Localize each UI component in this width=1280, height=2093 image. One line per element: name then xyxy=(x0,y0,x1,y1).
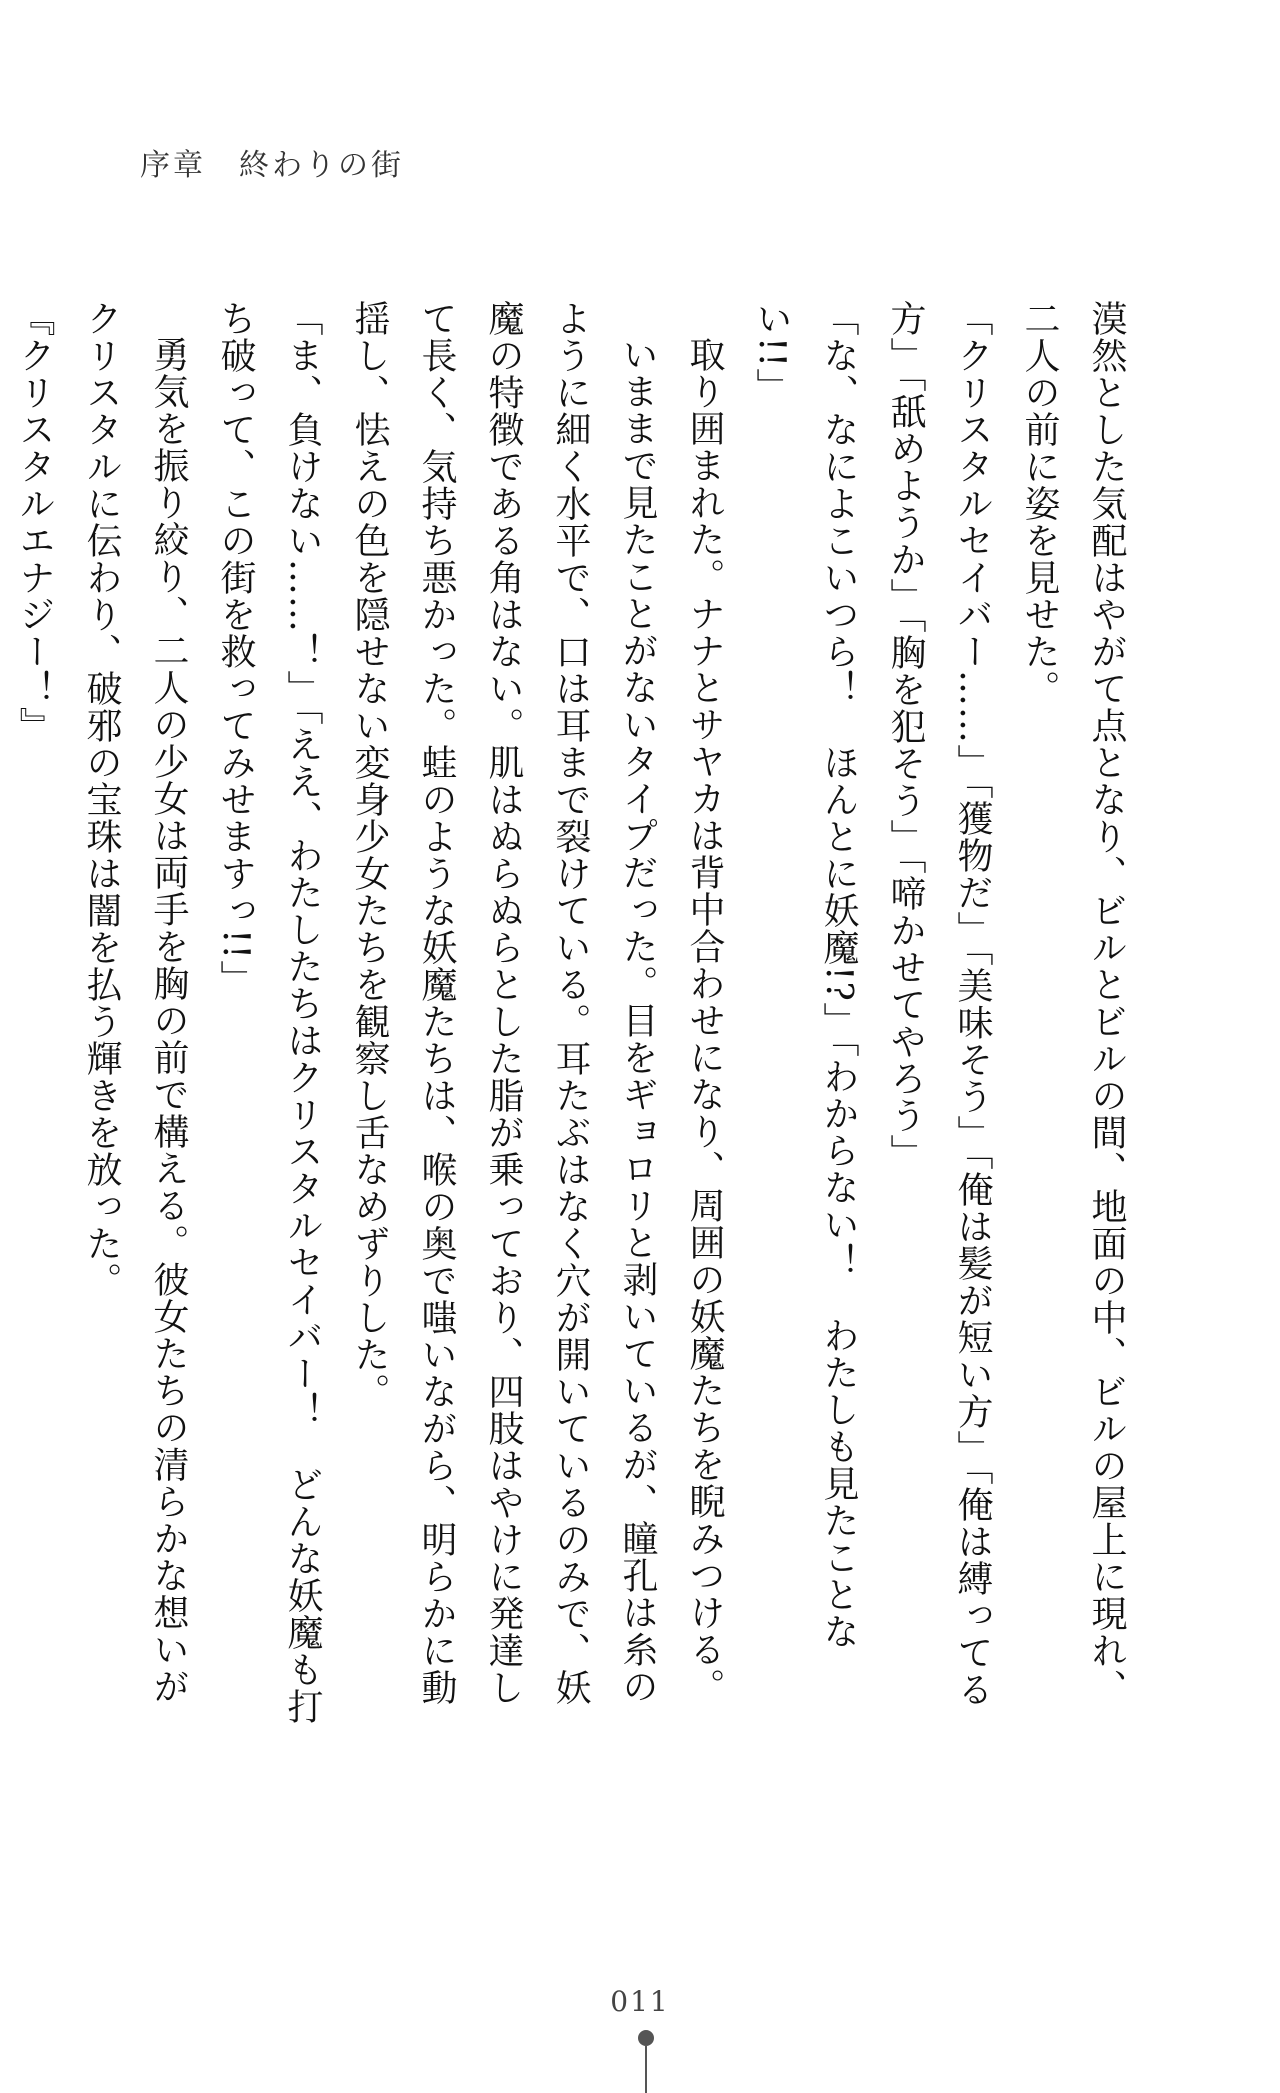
paragraph: 『クリスタルエナジー！』 xyxy=(14,300,55,744)
running-header: 序章 終わりの街 xyxy=(140,148,404,183)
paragraph: 漠然とした気配はやがて点となり、ビルとビルの間、地面の中、ビルの屋上に現れ、二人の前に姿を見せた。 xyxy=(1019,300,1127,1706)
paragraph: いままで見たことがないタイプだった。目をギョロリと剥いているが、瞳孔は糸のように細く水平で、口は耳まで裂けている。耳たぶはなく穴が開いているのみで、妖魔の特徴である角はない。肌はぬらぬらとした脂が乗っており、四肢はやけに発達して長く、気持ち悪かった。蛙のような妖魔たちは、喉の奥で嗤いながら、明らかに動揺し、怯えの色を隠せない変身少女たちを観察し舌なめずりした。 xyxy=(349,300,658,1706)
page-number: 011 xyxy=(610,1985,670,2018)
paragraph: 「クリスタルセイバー……」「獲物だ」「美味そう」「俺は髪が短い方」「俺は縛ってる方」「舐めようか」「胸を犯そう」「啼かせてやろう」 xyxy=(885,300,993,1708)
page-marker-dot-icon xyxy=(638,2030,654,2046)
page-marker-line xyxy=(645,2046,647,2093)
paragraph: 「な、なによこいつら！ ほんとに妖魔!?」「わからない！ わたしも見たことない!!」 xyxy=(751,300,859,1650)
paragraph: 勇気を振り絞り、二人の少女は両手を胸の前で構える。彼女たちの清らかな想いがクリスタルに伝わり、破邪の宝珠は闇を払う輝きを放った。 xyxy=(81,300,189,1705)
paragraph xyxy=(0,300,1,1730)
paragraph: 取り囲まれた。ナナとサヤカは背中合わせになり、周囲の妖魔たちを睨みつける。 xyxy=(684,336,725,1705)
body-text xyxy=(14,300,1140,1730)
paragraph: 「ま、負けない……！」「ええ、わたしたちはクリスタルセイバー！ どんな妖魔も打ち破って、この街を救ってみせますっ!!」 xyxy=(215,300,323,1725)
